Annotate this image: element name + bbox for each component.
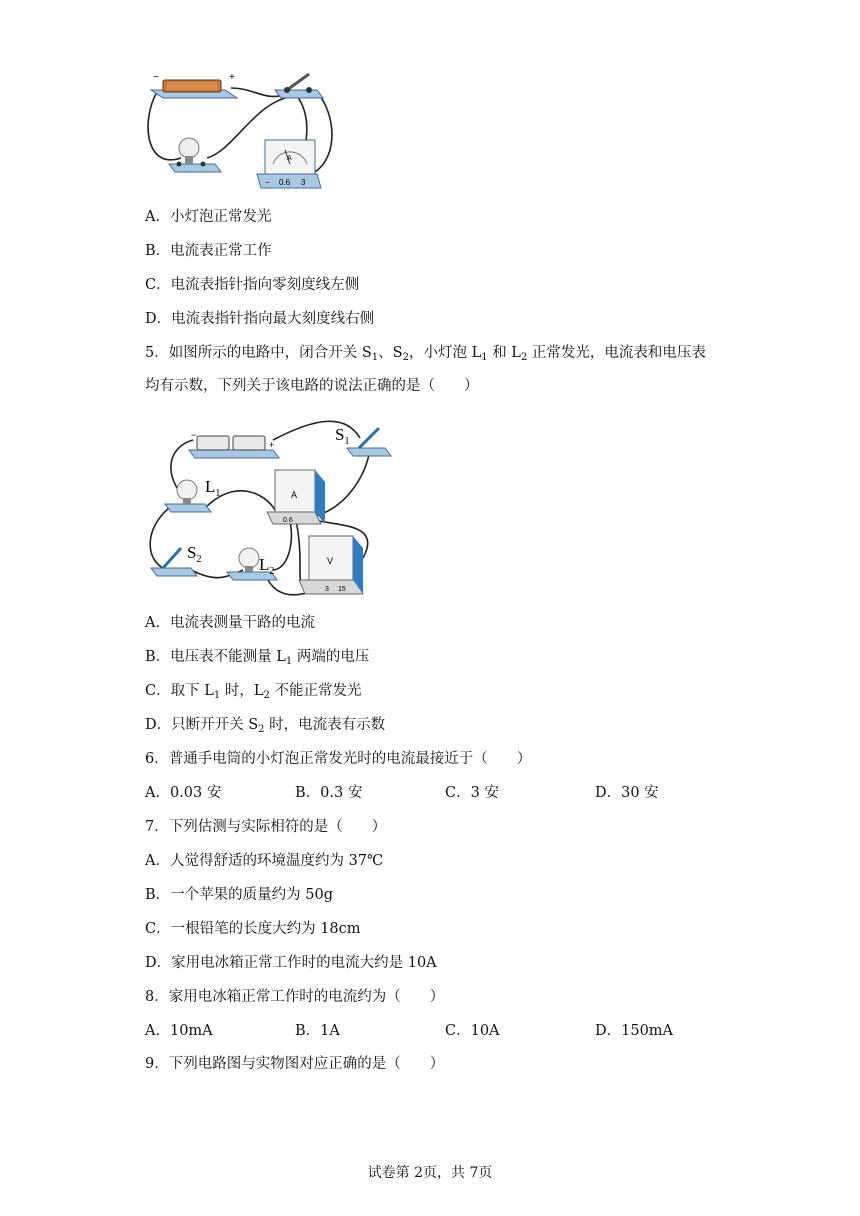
q5-battery-plus: + xyxy=(269,440,275,450)
q6-option-b: B．0.3 安 xyxy=(295,785,363,801)
q5-ammeter-label: A xyxy=(291,490,298,500)
q5-option-d: D．只断开开关 $S_2$ 时，电流表有示数 xyxy=(145,717,386,735)
q6-option-d: D．30 安 xyxy=(595,785,659,801)
q6-stem: 6．普通手电筒的小灯泡正常发光时的电流最接近于（ ） xyxy=(145,751,532,767)
q5-voltmeter-15: 15 xyxy=(338,586,346,593)
q8-option-d: D．150mA xyxy=(595,1023,674,1039)
q8-option-b: B．1A xyxy=(295,1023,340,1039)
page-footer: 试卷第 2页，共 7页 xyxy=(367,1165,493,1181)
q8-option-a: A．10mA xyxy=(145,1023,213,1039)
q8-option-c: C．10A xyxy=(445,1023,500,1039)
q4-option-d: D．电流表指针指向最大刻度线右侧 xyxy=(145,311,375,327)
q6-option-a: A．0.03 安 xyxy=(145,785,222,801)
q5-option-a: A．电流表测量干路的电流 xyxy=(145,615,315,631)
q4-ammeter-06: 0.6 xyxy=(279,178,291,187)
q5-ammeter-scale: 0.6 xyxy=(283,517,293,524)
q7-option-a: A．人觉得舒适的环境温度约为 37℃ xyxy=(145,853,384,869)
q5-voltmeter-label: V xyxy=(327,556,334,566)
q4-option-a: A．小灯泡正常发光 xyxy=(145,209,272,225)
q5-battery-minus: − xyxy=(191,430,197,440)
q5-option-c: C．取下 $L_1$ 时，$L_2$ 不能正常发光 xyxy=(145,683,362,701)
q7-option-c: C．一根铅笔的长度大约为 18cm xyxy=(145,921,361,937)
q5-s1-label: $S_1$ xyxy=(335,425,350,447)
q5-l2-label: $L_2$ xyxy=(259,555,275,577)
q5-option-b: B．电压表不能测量 $L_1$ 两端的电压 xyxy=(145,649,370,667)
q4-ammeter-3: 3 xyxy=(301,178,306,187)
q4-option-c: C．电流表指针指向零刻度线左侧 xyxy=(145,277,360,293)
q7-stem: 7．下列估测与实际相符的是（ ） xyxy=(145,819,387,835)
q4-circuit-figure xyxy=(145,60,345,195)
q5-voltmeter-3: 3 xyxy=(325,586,329,593)
q4-option-b: B．电流表正常工作 xyxy=(145,243,272,259)
q4-ammeter-minus: − xyxy=(265,178,270,187)
q5-circuit-figure xyxy=(145,408,395,603)
q9-stem: 9．下列电路图与实物图对应正确的是（ ） xyxy=(145,1056,445,1072)
q7-option-b: B．一个苹果的质量约为 50g xyxy=(145,887,333,903)
q5-stem-line1: 5．如图所示的电路中，闭合开关 $S_1$、$S_2$，小灯泡 $L_1$ 和 $L_2$ 正常发光，电流表和电压表 xyxy=(145,345,706,363)
q4-battery-minus: − xyxy=(153,72,159,83)
q5-s2-label: $S_2$ xyxy=(187,543,202,565)
q7-option-d: D．家用电冰箱正常工作时的电流大约是 10A xyxy=(145,955,437,971)
q4-battery-plus: + xyxy=(229,72,235,83)
q5-l1-label: $L_1$ xyxy=(205,477,221,499)
q6-option-c: C．3 安 xyxy=(445,785,499,801)
q8-stem: 8．家用电冰箱正常工作时的电流约为（ ） xyxy=(145,989,445,1005)
q4-ammeter-label: A xyxy=(287,155,292,162)
q5-stem-line2: 均有示数，下列关于该电路的说法正确的是（ ） xyxy=(145,378,479,394)
